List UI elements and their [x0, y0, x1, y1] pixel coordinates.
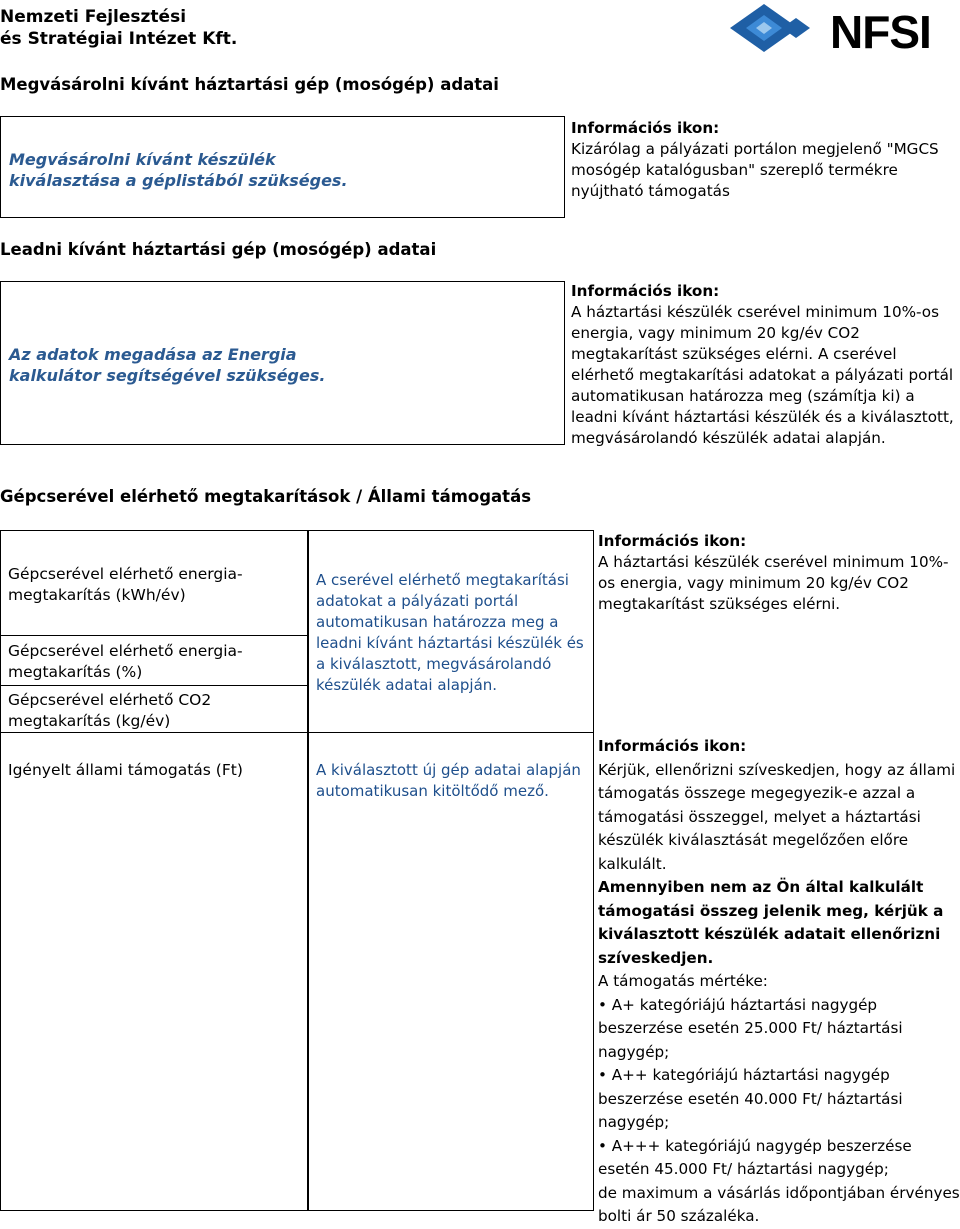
info-icon-title: Információs ikon: — [571, 119, 720, 137]
organization-name-line2: és Stratégiai Intézet Kft. — [0, 29, 238, 49]
disposal-note: Az adatok megadása az Energia kalkulátor segítségével szükséges. — [9, 345, 326, 385]
divider — [1, 732, 307, 733]
subsidy-closing: de maximum a vásárlás időpontjában érvényes bolti ár 50 százaléka. — [598, 1183, 960, 1225]
section-title-savings: Gépcserével elérhető megtakarítások / Állami támogatás — [0, 487, 532, 506]
savings-info-text: A háztartási készülék cserével minimum 10%-os energia, vagy minimum 20 kg/év CO2 megtakarítást szükséges elérni. — [598, 553, 949, 613]
subsidy-rate-bullet: • A+ kategóriájú háztartási nagygép beszerzése esetén 25.000 Ft/ háztartási nagygép; — [598, 995, 903, 1061]
field-energy-savings-percent[interactable]: Gépcserével elérhető energia-megtakarítás (%) — [8, 642, 243, 681]
savings-info — [598, 531, 960, 615]
bullet-text: A++ kategóriájú háztartási nagygép beszerzése esetén 40.000 Ft/ háztartási nagygép; — [598, 1066, 903, 1131]
subsidy-auto-note: A kiválasztott új gép adatai alapján automatikusan kitöltődő mező. — [316, 761, 581, 800]
organization-name — [0, 6, 237, 50]
nfsi-logo — [726, 0, 946, 60]
subsidy-rate-bullet: • A++ kategóriájú háztartási nagygép beszerzése esetén 40.000 Ft/ háztartási nagygép; — [598, 1066, 903, 1131]
disposal-info-text: A háztartási készülék cserével minimum 10%-os energia, vagy minimum 20 kg/év CO2 megtakarítást szükséges elérni. A cserével elérhető megtakarítási adatokat a pályázati portál automatikusan határozza meg (számítja ki) a leadni kívánt háztartási készülék és a kiválasztott, megvásárolandó készülék adatai alapján. — [571, 303, 954, 447]
field-co2-savings[interactable]: Gépcserével elérhető CO2 megtakarítás (kg/év) — [8, 691, 212, 730]
subsidy-rate-title: A támogatás mértéke: — [598, 972, 768, 990]
organization-name-line1: Nemzeti Fejlesztési — [0, 7, 187, 27]
info-icon-title: Információs ikon: — [571, 282, 720, 300]
subsidy-warning: Amennyiben nem az Ön által kalkulált támogatási összeg jelenik meg, kérjük a kiválasztott készülék adatait ellenőrizni szíveskedjen. — [598, 878, 944, 967]
bullet-text: A+++ kategóriájú nagygép beszerzése esetén 45.000 Ft/ háztartási nagygép; — [598, 1136, 912, 1178]
savings-fields-box — [0, 530, 308, 1211]
section-title-disposal: Leadni kívánt háztartási gép (mosógép) adatai — [0, 240, 437, 259]
subsidy-info-text: Kérjük, ellenőrizni szíveskedjen, hogy az állami támogatás összege megegyezik-e azzal a támogatási összeggel, melyet a háztartási készülék kiválasztását megelőzően előre kalkulált. — [598, 760, 956, 873]
purchase-note: Megvásárolni kívánt készülék kiválasztása a géplistából szükséges. — [9, 150, 348, 190]
purchase-device-select-box[interactable] — [0, 116, 565, 218]
subsidy-info — [598, 735, 960, 1229]
savings-auto-note: A cserével elérhető megtakarítási adatokat a pályázati portál automatikusan határozza meg a leadni kívánt háztartási készülék és a kiválasztott, megvásárolandó készülék adatai alapján. — [316, 571, 584, 694]
nfsi-logo-icon — [726, 0, 946, 60]
divider — [1, 685, 307, 686]
field-energy-savings-kwh[interactable]: Gépcserével elérhető energia-megtakarítás (kWh/év) — [8, 565, 243, 604]
bullet-text: A+ kategóriájú háztartási nagygép beszerzése esetén 25.000 Ft/ háztartási nagygép; — [598, 995, 903, 1061]
logo-text: NFSI — [830, 6, 931, 58]
divider — [309, 732, 593, 733]
purchase-info — [571, 118, 951, 202]
disposal-info — [571, 281, 960, 449]
section-title-purchase: Megvásárolni kívánt háztartási gép (mosógép) adatai — [0, 75, 499, 94]
divider — [1, 635, 307, 636]
field-state-subsidy[interactable]: Igényelt állami támogatás (Ft) — [8, 761, 243, 779]
info-icon-title: Információs ikon: — [598, 532, 747, 550]
purchase-info-text: Kizárólag a pályázati portálon megjelenő "MGCS mosógép katalógusban" szereplő termékre nyújtható támogatás — [571, 140, 939, 200]
subsidy-rate-bullet: • A+++ kategóriájú nagygép beszerzése esetén 45.000 Ft/ háztartási nagygép; — [598, 1136, 912, 1178]
info-icon-title: Információs ikon: — [598, 737, 747, 755]
disposal-device-box[interactable] — [0, 281, 565, 445]
